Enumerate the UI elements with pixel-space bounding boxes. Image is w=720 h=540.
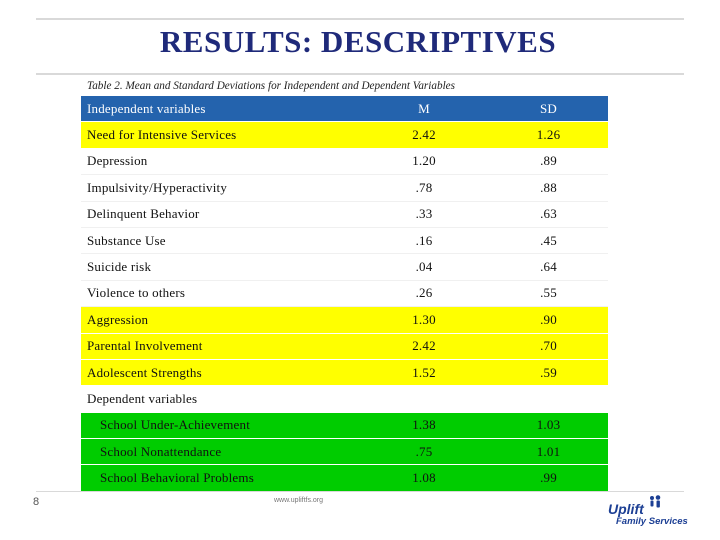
logo-word-family-services: Family Services [616, 516, 688, 527]
table-row [81, 201, 608, 227]
table-body [81, 96, 608, 491]
header-independent-variables: Independent variables [87, 100, 206, 116]
table-row [81, 254, 608, 280]
row-label: Impulsivity/Hyperactivity [81, 175, 359, 201]
row-label: Parental Involvement [87, 338, 203, 354]
row-mean: 1.08 [412, 470, 436, 486]
logo-word-uplift: Uplift [608, 501, 644, 517]
table-row [81, 122, 608, 148]
table-row [81, 148, 608, 174]
footer-url: www.upliftfs.org [274, 497, 324, 504]
slide-title: RESULTS: DESCRIPTIVES [159, 24, 557, 59]
row-mean: 2.42 [412, 338, 436, 354]
table-row [81, 333, 608, 359]
row-mean: 2.42 [412, 127, 436, 143]
row-mean: .26 [359, 280, 489, 306]
table-row [81, 465, 608, 491]
family-figure-icon [648, 495, 664, 509]
footer-rule [36, 491, 684, 492]
row-sd: .45 [489, 227, 608, 253]
row-mean: 1.52 [412, 364, 436, 380]
title-rule [36, 73, 684, 75]
row-mean: .75 [415, 443, 433, 459]
row-mean: 1.20 [359, 148, 489, 174]
uplift-logo [604, 495, 688, 529]
table-row [81, 175, 608, 201]
row-label: Delinquent Behavior [81, 201, 359, 227]
row-sd: .89 [489, 148, 608, 174]
row-sd: 1.03 [536, 417, 561, 433]
table-header-row [81, 96, 608, 122]
row-mean: 1.38 [412, 417, 436, 433]
table-row [81, 412, 608, 438]
table-caption: Table 2. Mean and Standard Deviations for Independent and Dependent Variables [87, 80, 455, 92]
table-row [81, 307, 608, 333]
row-sd: .64 [489, 254, 608, 280]
row-mean: .33 [359, 201, 489, 227]
row-label: Violence to others [81, 280, 359, 306]
dependent-variables-heading: Dependent variables [81, 386, 608, 412]
table-row [81, 359, 608, 385]
row-label: School Under-Achievement [100, 417, 251, 433]
row-sd: 1.01 [536, 443, 561, 459]
table-row [81, 280, 608, 306]
row-sd: .63 [489, 201, 608, 227]
row-mean: .04 [359, 254, 489, 280]
header-sd: SD [539, 100, 558, 116]
row-sd: .59 [540, 364, 557, 380]
row-label: Aggression [87, 311, 149, 327]
table-row [81, 227, 608, 253]
row-label: Need for Intensive Services [87, 127, 237, 143]
table-row [81, 439, 608, 465]
row-label: Depression [81, 148, 359, 174]
top-rule [36, 18, 684, 20]
row-sd: 1.26 [536, 127, 561, 143]
row-mean: .16 [359, 227, 489, 253]
dependent-section-row [81, 386, 608, 412]
descriptives-table [81, 96, 608, 492]
row-sd: .88 [489, 175, 608, 201]
row-mean: 1.30 [412, 311, 436, 327]
row-label: Adolescent Strengths [87, 364, 202, 380]
row-label: School Behavioral Problems [100, 470, 254, 486]
row-sd: .90 [540, 311, 557, 327]
row-mean: .78 [359, 175, 489, 201]
page-number: 8 [33, 496, 40, 508]
row-sd: .55 [489, 280, 608, 306]
row-sd: .70 [540, 338, 557, 354]
header-mean: M [418, 100, 430, 116]
row-label: Substance Use [81, 227, 359, 253]
row-label: Suicide risk [81, 254, 359, 280]
row-label: School Nonattendance [100, 443, 222, 459]
row-sd: .99 [540, 470, 557, 486]
